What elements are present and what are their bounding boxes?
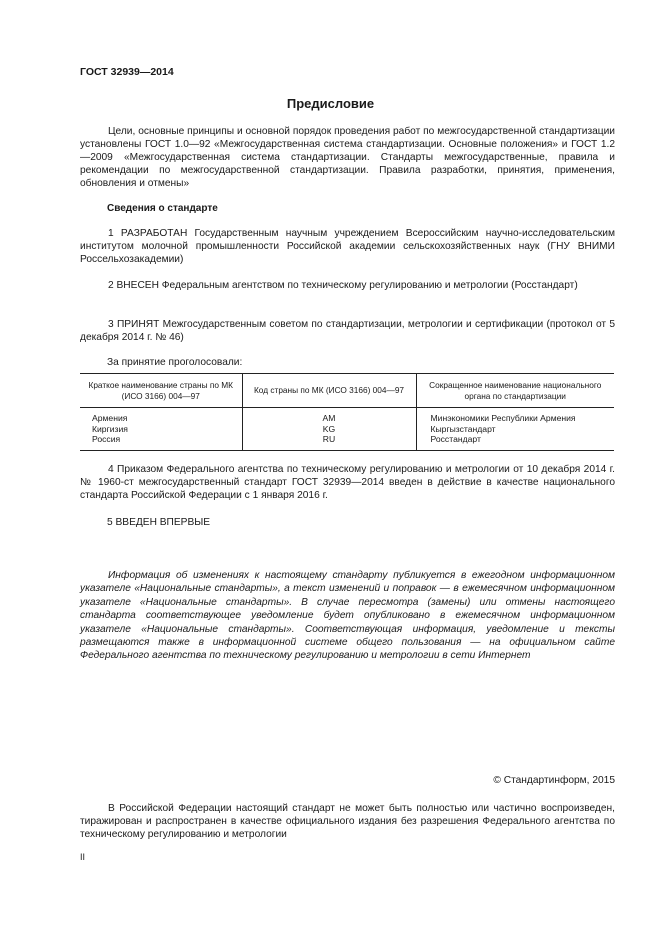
intro-paragraph [80, 126, 615, 191]
column-header-country: Краткое наименование страны по МК (ИСО 3166) 004—97 [80, 374, 242, 408]
page-number: II [80, 852, 86, 862]
country-cell: Киргизия [92, 423, 128, 434]
item-developed [80, 228, 615, 267]
item-introduced-text: 2 ВНЕСЕН Федеральным агентством по техническому регулированию и метрологии (Росстандарт) [108, 280, 578, 291]
item-adopted [80, 319, 615, 345]
copyright-line: © Стандартинформ, 2015 [493, 775, 615, 786]
code-cell: KG [242, 424, 416, 435]
item-developed-text: 1 РАЗРАБОТАН Государственным научным учреждением Всероссийским научно-исследовательским институтом молочной промышленности Российской академии сельскохозяйственных наук (ГНУ ВНИМИ Россельхозакадемии) [80, 228, 615, 265]
country-cell: Армения [92, 413, 128, 423]
table-row [80, 434, 614, 450]
item-order [80, 464, 615, 503]
code-cell: AM [242, 408, 416, 424]
info-notice-text: Информация об изменениях к настоящему стандарту публикуется в ежегодном информационном указателе «Национальные стандарты», а текст изменений и поправок — в ежемесячном информационном указателе «Национальные стандарты». В случае пересмотра (замены) или отмены настоящего стандарта соответствующее уведомление будет опубликовано в ежемесячном информационном указателе «Национальные стандарты». Соответствующая информация, уведомление и тексты размещаются также в информационной системе общего пользования — на официальном сайте Федерального агентства по техническому регулированию и метрологии в сети Интернет [80, 570, 615, 662]
intro-text: Цели, основные принципы и основной порядок проведения работ по межгосударственной стандартизации установлены ГОСТ 1.0—92 «Межгосударственная система стандартизации. Основные положения» и ГОСТ 1.2—2009 «Межгосударственная система стандартизации. Стандарты межгосударственные, правила и рекомендации по межгосударственной стандартизации. Правила разработки, принятия, применения, обновления и отмены» [80, 126, 615, 189]
item-order-text: 4 Приказом Федерального агентства по техническому регулированию и метрологии от 10 декабря 2014 г. № 1960-ст межгосударственный стандарт ГОСТ 32939—2014 введен в действие в качестве национального стандарта Российской Федерации с 1 января 2016 г. [80, 464, 615, 501]
document-header: ГОСТ 32939—2014 [80, 66, 174, 78]
body-cell: Минэкономики Республики Армения [416, 408, 614, 424]
code-cell: RU [242, 434, 416, 450]
item-first-introduced: 5 ВВЕДЕН ВПЕРВЫЕ [107, 517, 211, 528]
item-adopted-text: 3 ПРИНЯТ Межгосударственным советом по стандартизации, метрологии и сертификации (протокол от 5 декабря 2014 г. № 46) [80, 319, 615, 343]
vote-label: За принятие проголосовали: [107, 357, 243, 368]
column-header-code: Код страны по МК (ИСО 3166) 004—97 [242, 374, 416, 408]
table-header-row [80, 374, 614, 408]
column-header-body: Сокращенное наименование национального органа по стандартизации [416, 374, 614, 408]
table-row [80, 424, 614, 435]
info-notice [80, 569, 615, 663]
voting-table [80, 373, 614, 451]
copyright-notice [80, 802, 615, 841]
about-standard-heading: Сведения о стандарте [107, 203, 218, 214]
body-cell: Росстандарт [416, 434, 614, 450]
body-cell: Кыргызстандарт [416, 424, 614, 435]
table-row [80, 408, 614, 424]
country-cell: Россия [80, 434, 242, 450]
page-title: Предисловие [286, 96, 375, 111]
item-introduced [80, 280, 615, 293]
copyright-notice-text: В Российской Федерации настоящий стандарт не может быть полностью или частично воспроизведен, тиражирован и распространен в качестве официального издания без разрешения Федерального агентства по техническому регулированию и метрологии [80, 803, 615, 840]
